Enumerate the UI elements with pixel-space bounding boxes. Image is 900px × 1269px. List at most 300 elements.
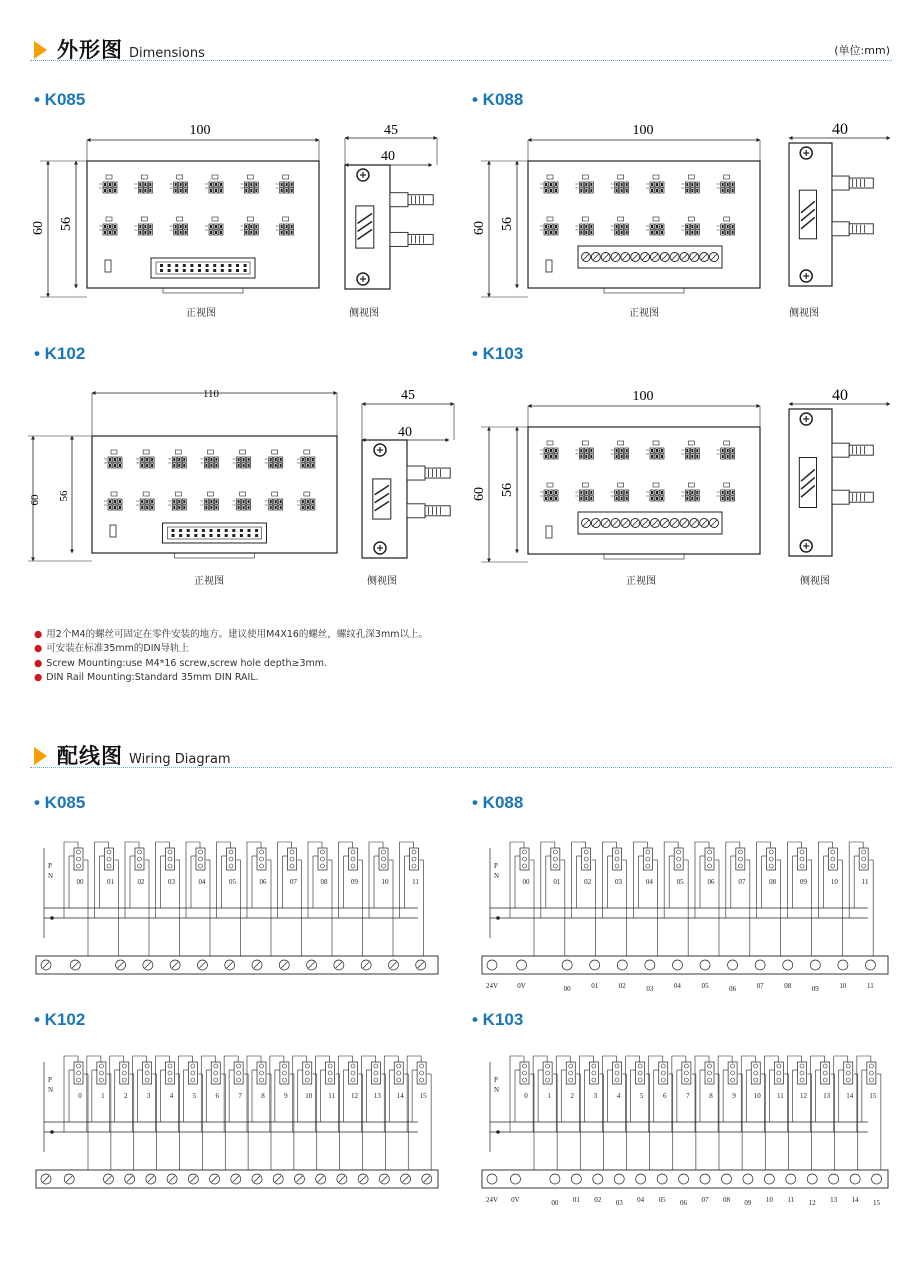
strip-label: 0V [517, 982, 526, 990]
channel-label: 3 [593, 1092, 598, 1100]
terminal-hole [691, 491, 693, 494]
terminal-hole [185, 189, 187, 192]
terminal-hole [109, 458, 111, 461]
wiring-diagram [36, 1056, 438, 1188]
strip-terminal [728, 960, 738, 970]
terminal-hole [146, 464, 148, 467]
terminal-hole [151, 464, 153, 467]
terminal-hole [550, 449, 552, 452]
terminal-strip [482, 956, 888, 974]
header-pin [172, 534, 175, 537]
strip-terminal [783, 960, 793, 970]
terminal-hole [104, 231, 106, 234]
terminal-hole [275, 500, 277, 503]
unit-label: (单位:mm) [834, 44, 890, 57]
terminal-module [120, 1062, 129, 1084]
channel-label: 10 [753, 1092, 761, 1100]
channel-label: 15 [419, 1092, 427, 1100]
strip-label: 24V [485, 1196, 499, 1204]
side-view [789, 409, 873, 556]
front-view-caption-k085: 正视图 [186, 308, 216, 319]
terminal-module [659, 1062, 668, 1084]
terminal-hole [580, 231, 582, 234]
channel-label: 6 [663, 1092, 667, 1100]
terminal-hole [215, 458, 217, 461]
terminal-module [234, 1062, 243, 1084]
terminal-hole [250, 189, 252, 192]
terminal-hole [291, 183, 293, 186]
terminal-hole [732, 225, 734, 228]
side-view [789, 143, 873, 286]
terminal-hole [281, 183, 283, 186]
wiring-diagram [482, 842, 888, 993]
strip-terminal [679, 1174, 689, 1184]
terminal-hole [661, 455, 663, 458]
terminal-module [349, 848, 358, 870]
terminal-hole [238, 506, 240, 509]
terminal-module [751, 1062, 760, 1084]
terminal-hole [114, 500, 116, 503]
header-pin [190, 269, 193, 272]
terminal-hole [178, 506, 180, 509]
terminal-hole [550, 225, 552, 228]
terminal-hole [114, 458, 116, 461]
strip-terminal [764, 1174, 774, 1184]
terminal-hole [312, 500, 314, 503]
terminal-hole [175, 183, 177, 186]
terminal-hole [661, 449, 663, 452]
channel-label: 6 [215, 1092, 219, 1100]
channel-label: 04 [198, 878, 206, 886]
strip-terminal [700, 1174, 710, 1184]
header-pin [198, 269, 201, 272]
flat-cable-header [151, 258, 255, 278]
terminal-hole [616, 189, 618, 192]
terminal-hole [621, 449, 623, 452]
terminal-hole [550, 497, 552, 500]
terminal-hole [550, 183, 552, 186]
strip-label: 02 [594, 1196, 602, 1204]
terminal-hole [312, 464, 314, 467]
strip-terminal [657, 1174, 667, 1184]
terminal-hole [651, 183, 653, 186]
terminal-hole [651, 449, 653, 452]
terminal-hole [183, 506, 185, 509]
strip-label: 00 [551, 1199, 559, 1207]
junction-dot [50, 916, 54, 920]
terminal-hole [732, 455, 734, 458]
section-title-cn: 配线图 [57, 744, 123, 768]
front-view [92, 436, 337, 558]
terminal-hole [616, 455, 618, 458]
terminal-hole [555, 455, 557, 458]
terminal-hole [291, 189, 293, 192]
terminal-hole [585, 497, 587, 500]
terminal-module [74, 848, 83, 870]
strip-label: 08 [784, 982, 792, 990]
channel-label: 03 [615, 878, 622, 886]
model-label-k102: • K102 [34, 344, 86, 363]
k102-height-inner-dim: 56 [58, 490, 70, 502]
header-pin [190, 264, 193, 267]
terminal-hole [173, 458, 175, 461]
strip-label: 06 [729, 985, 737, 993]
terminal-hole [307, 464, 309, 467]
terminal-hole [114, 189, 116, 192]
terminal-hole [307, 458, 309, 461]
terminal-module [371, 1062, 380, 1084]
terminal-hole [250, 183, 252, 186]
terminal-hole [626, 225, 628, 228]
terminal-hole [215, 225, 217, 228]
channel-label: 11 [777, 1092, 784, 1100]
terminal-hole [686, 497, 688, 500]
channel-label: 9 [732, 1092, 736, 1100]
wiring-model-k085: • K085 [34, 793, 86, 812]
terminal-hole [109, 231, 111, 234]
k085-height-inner-dim: 56 [59, 217, 74, 231]
terminal-hole [727, 231, 729, 234]
pn-label: P [494, 1076, 498, 1084]
terminal-hole [626, 183, 628, 186]
header-pin [198, 264, 201, 267]
channel-label: 7 [238, 1092, 242, 1100]
channel-label: 08 [769, 878, 777, 886]
terminal-hole [173, 506, 175, 509]
section-arrow-icon [34, 747, 47, 765]
strip-terminal [517, 960, 527, 970]
terminal-hole [220, 189, 222, 192]
terminal-hole [210, 231, 212, 234]
channel-label: 05 [229, 878, 236, 886]
header-pin [255, 529, 258, 532]
strip-terminal [865, 960, 875, 970]
note-line: ● DIN Rail Mounting:Standard 35mm DIN RAIL. [34, 671, 259, 683]
terminal-hole [238, 464, 240, 467]
terminal-hole [312, 506, 314, 509]
terminal-hole [210, 189, 212, 192]
terminal-hole [220, 225, 222, 228]
side-view-caption-k102: 侧视图 [367, 576, 397, 587]
side-view-caption-k085: 侧视图 [349, 308, 379, 319]
terminal-hole [173, 500, 175, 503]
terminal-hole [245, 225, 247, 228]
terminal-module [520, 1062, 529, 1084]
terminal-hole [621, 497, 623, 500]
terminal-hole [550, 491, 552, 494]
terminal-module [613, 848, 622, 870]
model-label-k103: • K103 [472, 344, 524, 363]
terminal-hole [651, 455, 653, 458]
terminal-hole [550, 231, 552, 234]
terminal-hole [281, 231, 283, 234]
header-pin [206, 269, 209, 272]
terminal-hole [651, 231, 653, 234]
terminal-module [143, 1062, 152, 1084]
terminal-hole [109, 225, 111, 228]
k085-height-outer-dim: 60 [31, 221, 46, 235]
strip-label: 03 [646, 985, 654, 993]
terminal-hole [238, 458, 240, 461]
strip-label: 02 [618, 982, 626, 990]
terminal-hole [626, 449, 628, 452]
terminal-hole [580, 183, 582, 186]
strip-label: 14 [851, 1196, 859, 1204]
terminal-hole [109, 464, 111, 467]
terminal-hole [656, 225, 658, 228]
side-connector [832, 443, 849, 457]
terminal-hole [151, 506, 153, 509]
header-pin [202, 534, 205, 537]
side-view-caption-k103: 侧视图 [800, 576, 830, 587]
terminal-hole [661, 189, 663, 192]
header-pin [221, 269, 224, 272]
terminal-module [303, 1062, 312, 1084]
terminal-hole [248, 464, 250, 467]
strip-terminal [810, 960, 820, 970]
channel-label: 9 [284, 1092, 288, 1100]
strip-label: 01 [591, 982, 599, 990]
header-pin [221, 264, 224, 267]
terminal-hole [545, 189, 547, 192]
terminal-hole [245, 189, 247, 192]
header-pin [248, 534, 251, 537]
side-view [362, 440, 450, 558]
terminal-hole [144, 231, 146, 234]
strip-label: 13 [830, 1196, 838, 1204]
terminal-module [227, 848, 236, 870]
strip-terminal [700, 960, 710, 970]
header-pin [213, 264, 216, 267]
strip-label: 05 [701, 982, 709, 990]
terminal-hole [250, 231, 252, 234]
note-line: ● 可安装在标准35mm的DIN导轨上 [34, 642, 190, 654]
strip-terminal [721, 1174, 731, 1184]
terminal-hole [215, 189, 217, 192]
terminal-hole [178, 464, 180, 467]
rail-clip [175, 553, 255, 558]
terminal-hole [281, 225, 283, 228]
strip-terminal [786, 1174, 796, 1184]
terminal-hole [555, 449, 557, 452]
terminal-module [288, 848, 297, 870]
header-pin [168, 264, 171, 267]
terminal-hole [580, 455, 582, 458]
terminal-hole [149, 183, 151, 186]
terminal-hole [621, 189, 623, 192]
terminal-module [349, 1062, 358, 1084]
side-connector [832, 176, 849, 190]
terminal-hole [175, 225, 177, 228]
pn-label: N [494, 1086, 500, 1094]
terminal-hole [185, 231, 187, 234]
rail-clip [604, 554, 684, 559]
terminal-hole [545, 491, 547, 494]
terminal-hole [545, 455, 547, 458]
side-body [345, 165, 390, 289]
strip-terminal [593, 1174, 603, 1184]
strip-label: 10 [839, 982, 847, 990]
channel-label: 09 [351, 878, 358, 886]
terminal-hole [248, 500, 250, 503]
wiring-diagram [482, 1056, 888, 1207]
terminal-hole [144, 183, 146, 186]
header-pin [244, 264, 247, 267]
terminal-hole [656, 189, 658, 192]
strip-label: 07 [701, 1196, 709, 1204]
terminal-hole [255, 183, 257, 186]
model-label-k085: • K085 [34, 90, 86, 109]
strip-label: 01 [572, 1196, 580, 1204]
side-connector [832, 222, 849, 236]
terminal-hole [555, 225, 557, 228]
channel-label: 04 [645, 878, 653, 886]
header-pin [236, 269, 239, 272]
channel-label: 8 [709, 1092, 713, 1100]
terminal-hole [696, 449, 698, 452]
terminal-hole [545, 497, 547, 500]
terminal-module [410, 848, 419, 870]
terminal-hole [727, 183, 729, 186]
k088-height-inner-dim: 56 [500, 217, 515, 231]
strip-terminal [590, 960, 600, 970]
terminal-module [705, 848, 714, 870]
terminal-hole [243, 506, 245, 509]
terminal-hole [651, 491, 653, 494]
terminal-hole [175, 189, 177, 192]
terminal-hole [686, 225, 688, 228]
channel-label: 14 [846, 1092, 854, 1100]
terminal-hole [109, 500, 111, 503]
terminal-hole [722, 455, 724, 458]
terminal-hole [104, 225, 106, 228]
side-connector [390, 232, 408, 246]
strip-label: 04 [673, 982, 681, 990]
terminal-module [417, 1062, 426, 1084]
terminal-hole [621, 491, 623, 494]
terminal-module [613, 1062, 622, 1084]
header-pin [210, 534, 213, 537]
channel-label: 00 [76, 878, 84, 886]
terminal-hole [109, 189, 111, 192]
terminal-hole [656, 231, 658, 234]
terminal-hole [255, 189, 257, 192]
header-pin [187, 534, 190, 537]
terminal-hole [114, 231, 116, 234]
terminal-hole [119, 506, 121, 509]
terminal-hole [545, 231, 547, 234]
terminal-module [74, 1062, 83, 1084]
terminal-hole [545, 449, 547, 452]
terminal-hole [590, 231, 592, 234]
terminal-hole [550, 455, 552, 458]
channel-label: 15 [869, 1092, 877, 1100]
channel-label: 07 [290, 878, 297, 886]
terminal-hole [180, 231, 182, 234]
channel-label: 14 [396, 1092, 404, 1100]
terminal-hole [291, 231, 293, 234]
terminal-hole [621, 225, 623, 228]
terminal-hole [205, 464, 207, 467]
terminal-hole [626, 497, 628, 500]
terminal-hole [302, 506, 304, 509]
terminal-hole [696, 183, 698, 186]
terminal-hole [139, 225, 141, 228]
terminal-module [520, 848, 529, 870]
junction-dot [496, 1130, 500, 1134]
terminal-hole [732, 491, 734, 494]
k085-side-inner-dim: 40 [381, 149, 395, 164]
terminal-hole [732, 183, 734, 186]
terminal-hole [691, 189, 693, 192]
terminal-hole [275, 506, 277, 509]
rail-clip [163, 288, 243, 293]
junction-dot [496, 916, 500, 920]
terminal-hole [175, 231, 177, 234]
terminal-hole [580, 449, 582, 452]
channel-label: 2 [124, 1092, 128, 1100]
terminal-hole [686, 455, 688, 458]
terminal-hole [238, 500, 240, 503]
terminal-hole [141, 464, 143, 467]
terminal-hole [307, 506, 309, 509]
side-connector [407, 504, 425, 518]
wiring-diagram [36, 842, 438, 974]
terminal-hole [585, 189, 587, 192]
terminal-hole [215, 464, 217, 467]
rail-clip [604, 288, 684, 293]
terminal-hole [270, 464, 272, 467]
terminal-module [318, 848, 327, 870]
header-pin [206, 264, 209, 267]
terminal-module [828, 848, 837, 870]
terminal-hole [621, 455, 623, 458]
terminal-hole [656, 449, 658, 452]
terminal-hole [555, 189, 557, 192]
terminal-hole [555, 231, 557, 234]
terminal-hole [656, 455, 658, 458]
header-pin [172, 529, 175, 532]
channel-label: 5 [192, 1092, 197, 1100]
terminal-hole [210, 464, 212, 467]
terminal-hole [727, 491, 729, 494]
terminal-hole [139, 231, 141, 234]
strip-terminal [807, 1174, 817, 1184]
terminal-hole [651, 189, 653, 192]
channel-label: 11 [861, 878, 869, 886]
terminal-hole [210, 225, 212, 228]
terminal-hole [590, 497, 592, 500]
front-view-caption-k088: 正视图 [629, 308, 659, 319]
terminal-hole [205, 500, 207, 503]
terminal-module [859, 848, 868, 870]
terminal-hole [109, 506, 111, 509]
strip-label: 09 [744, 1199, 752, 1207]
terminal-hole [585, 449, 587, 452]
strip-terminal [562, 960, 572, 970]
strip-label: 07 [756, 982, 764, 990]
terminal-hole [180, 189, 182, 192]
terminal-hole [732, 497, 734, 500]
terminal-hole [580, 225, 582, 228]
terminal-hole [275, 458, 277, 461]
terminal-hole [149, 225, 151, 228]
dimension-drawings [0, 0, 900, 600]
terminal-module [326, 1062, 335, 1084]
terminal-module [188, 1062, 197, 1084]
channel-label: 8 [261, 1092, 265, 1100]
junction-dot [50, 1130, 54, 1134]
